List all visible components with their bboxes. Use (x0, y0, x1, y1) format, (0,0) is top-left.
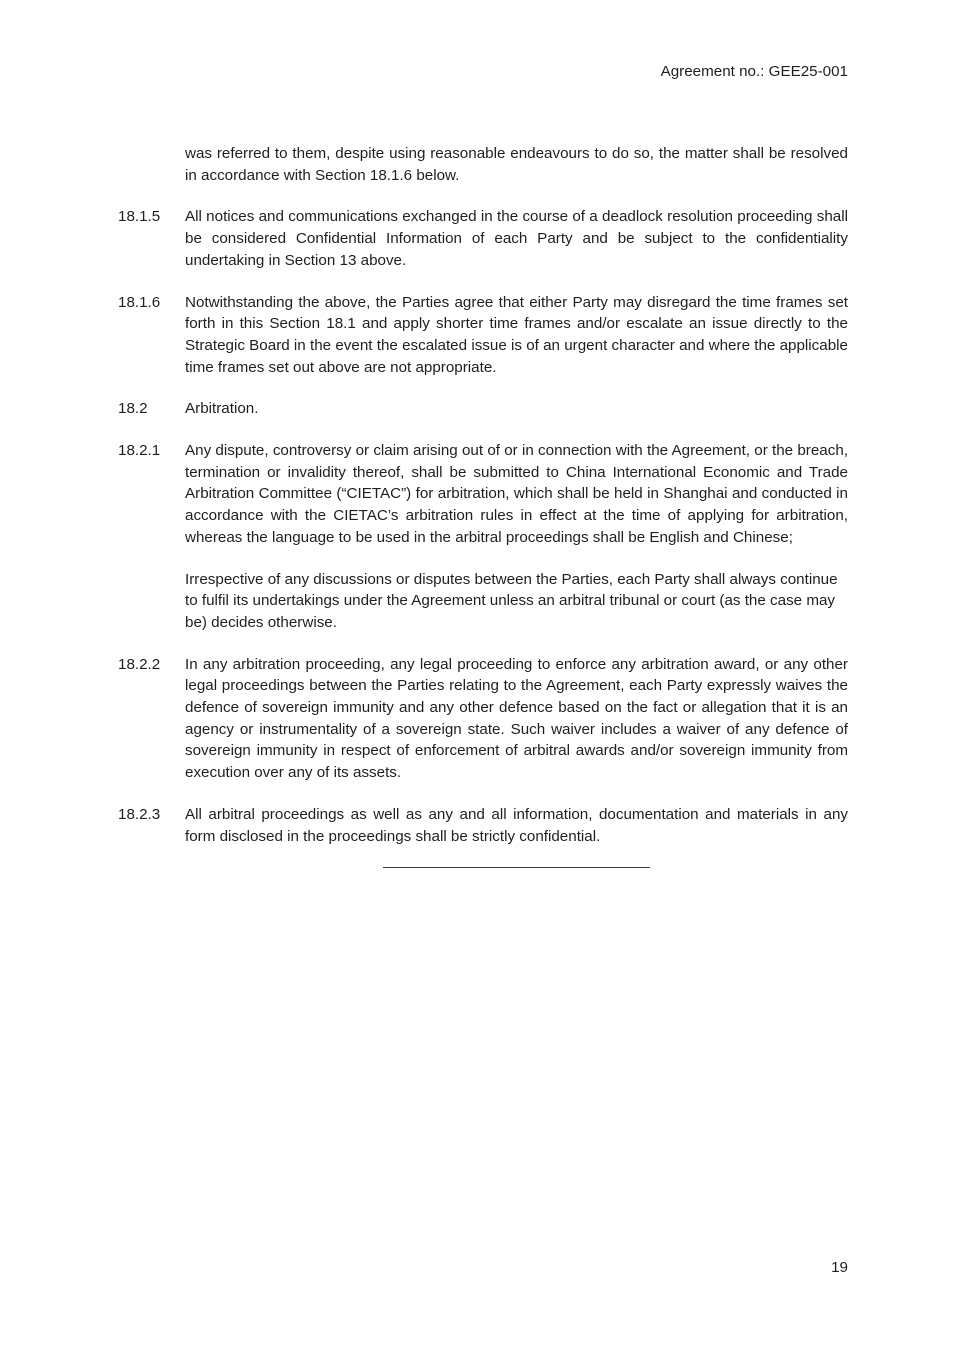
clause-text: Any dispute, controversy or claim arising out of or in connection with the Agreement, or the breach, termination or invalidity thereof, shall be submitted to China International Economic and Trade Arbitration Committee (“CIETAC”) for arbitration, which shall be held in Shanghai and conducted in accordance with the CIETAC’s arbitration rules in effect at the time of applying for arbitration, whereas the language to be used in the arbitral proceedings shall be English and Chinese; (185, 442, 848, 546)
clause-text: Arbitration. (185, 400, 259, 418)
clause-number: 18.1.6 (118, 293, 161, 311)
clause-18-2-2 (118, 654, 848, 784)
clause-number: 18.1.5 (118, 208, 161, 226)
clause-number: 18.2 (118, 400, 148, 418)
clause-text: Notwithstanding the above, the Parties agree that either Party may disregard the time frames set forth in this Section 18.1 and apply shorter time frames and/or escalate an issue directly to the Strategic Board in the event the escalated issue is of an urgent character and where the applicable time frames set out above are not appropriate. (185, 293, 848, 376)
clause-18-2-1-continuation (118, 569, 848, 634)
clause-18-1-5 (118, 206, 848, 271)
clause-18-2-1 (118, 440, 848, 549)
signature-line-container (118, 867, 848, 868)
clause-continuation (118, 143, 848, 186)
clause-text: All notices and communications exchanged in the course of a deadlock resolution proceeding shall be considered Confidential Information of each Party and be subject to the confidentiality undertaking in Section 13 above. (185, 208, 848, 269)
clause-number (118, 143, 185, 186)
page-number: 19 (831, 1259, 848, 1276)
clause-text: All arbitral proceedings as well as any and all information, documentation and materials in any form disclosed in the proceedings shall be strictly confidential. (185, 805, 848, 845)
clause-text: was referred to them, despite using reasonable endeavours to do so, the matter shall be resolved in accordance with Section 18.1.6 below. (185, 145, 848, 184)
clause-18-1-6 (118, 292, 848, 379)
clause-number: 18.2.2 (118, 655, 161, 673)
clause-number (118, 569, 185, 634)
header-agreement-number: Agreement no.: GEE25-001 (660, 63, 848, 80)
signature-line (383, 867, 650, 868)
clause-18-2-3 (118, 804, 848, 847)
clause-number: 18.2.1 (118, 442, 161, 460)
clause-18-2-heading (118, 398, 848, 420)
clause-number: 18.2.3 (118, 805, 161, 823)
clause-text: Irrespective of any discussions or disputes between the Parties, each Party shall always continue to fulfil its undertakings under the Agreement unless an arbitral tribunal or court (as the case may be) decides otherwise. (185, 570, 838, 631)
document-body (118, 143, 848, 868)
clause-text: In any arbitration proceeding, any legal proceeding to enforce any arbitration award, or any other legal proceedings between the Parties relating to the Agreement, each Party expressly waives the defence of sovereign immunity and any other defence based on the fact or allegation that it is an agency or instrumentality of a sovereign state. Such waiver includes a waiver of any defence of sovereign immunity in respect of enforcement of arbitral awards and/or sovereign immunity from execution over any of its assets. (185, 655, 848, 782)
